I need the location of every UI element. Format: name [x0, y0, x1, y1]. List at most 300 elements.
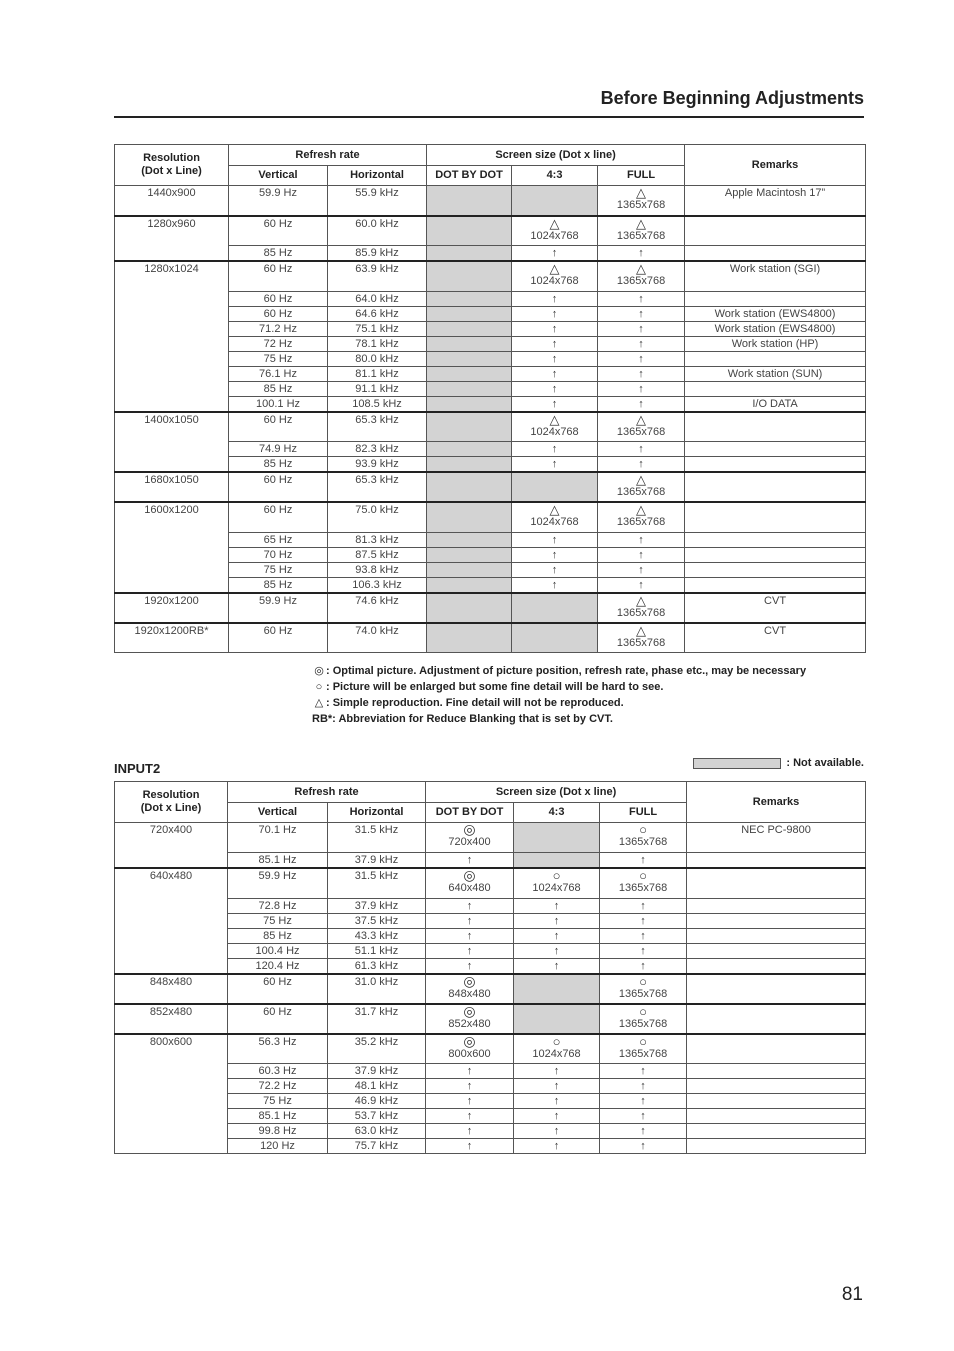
vertical-cell: 100.4 Hz	[228, 943, 328, 958]
remarks-cell	[685, 351, 866, 366]
aspect-4-3-cell	[514, 913, 600, 928]
vertical-cell: 70.1 Hz	[228, 823, 328, 853]
full-cell	[598, 381, 685, 396]
aspect-4-3-cell	[514, 868, 600, 898]
vertical-cell: 75 Hz	[228, 913, 328, 928]
dot-by-dot-cell	[427, 457, 512, 473]
aspect-4-3-cell	[512, 562, 598, 577]
aspect-4-3-cell	[512, 291, 598, 306]
same-as-above-arrow-icon: ↑	[638, 382, 644, 395]
aspect-4-3-cell	[512, 457, 598, 473]
remarks-cell	[687, 974, 866, 1004]
aspect-4-3-cell	[514, 1094, 600, 1109]
aspect-4-3-cell	[514, 974, 600, 1004]
full-cell	[600, 928, 687, 943]
triangle-icon: △	[636, 592, 647, 608]
remarks-cell	[687, 1124, 866, 1139]
col-vertical: Vertical	[228, 803, 328, 823]
same-as-above-arrow-icon: ↑	[553, 1080, 560, 1092]
vertical-cell: 85 Hz	[229, 457, 328, 473]
col-remarks: Remarks	[685, 145, 866, 186]
screen-size-value: 1365x768	[616, 516, 666, 528]
horizontal-cell: 106.3 kHz	[328, 577, 427, 593]
table-row	[115, 943, 866, 958]
horizontal-cell: 31.0 kHz	[328, 974, 426, 1004]
dot-by-dot-cell	[426, 823, 514, 853]
dot-by-dot-cell	[426, 928, 514, 943]
same-as-above-arrow-icon: ↑	[551, 307, 558, 320]
triangle-icon: △	[549, 502, 560, 517]
same-as-above-arrow-icon: ↑	[466, 1065, 473, 1077]
same-as-above-arrow-icon: ↑	[551, 548, 558, 561]
col-full: FULL	[600, 803, 687, 823]
full-cell	[600, 913, 687, 928]
full-cell	[598, 547, 685, 562]
same-as-above-arrow-icon: ↑	[638, 322, 644, 335]
aspect-4-3-cell	[514, 823, 600, 853]
same-as-above-arrow-icon: ↑	[640, 854, 646, 866]
circle-icon: ○	[315, 681, 323, 693]
screen-size-value: 1024x768	[530, 275, 579, 287]
table-row	[115, 928, 866, 943]
remarks-cell	[687, 853, 866, 869]
full-cell	[598, 336, 685, 351]
dot-by-dot-cell	[426, 1079, 514, 1094]
full-cell	[598, 532, 685, 547]
vertical-cell: 59.9 Hz	[229, 186, 328, 216]
same-as-above-arrow-icon: ↑	[551, 397, 558, 410]
horizontal-cell: 31.7 kHz	[328, 1004, 426, 1034]
horizontal-cell: 74.6 kHz	[328, 593, 427, 623]
legend-simple: △ : Simple reproduction. Fine detail will not be reproduced.	[312, 695, 806, 711]
dot-by-dot-cell	[427, 593, 512, 623]
table-row	[115, 868, 866, 898]
remarks-cell	[687, 913, 866, 928]
table-row	[115, 974, 866, 1004]
aspect-4-3-cell	[514, 1124, 600, 1139]
screen-size-value: 1365x768	[616, 486, 666, 498]
full-cell	[598, 577, 685, 593]
full-cell	[598, 186, 685, 216]
vertical-cell: 120.4 Hz	[228, 958, 328, 974]
horizontal-cell: 31.5 kHz	[328, 868, 426, 898]
dot-by-dot-cell	[426, 868, 514, 898]
aspect-4-3-cell	[514, 1139, 600, 1154]
full-cell	[600, 823, 687, 853]
dot-by-dot-cell	[427, 336, 512, 351]
same-as-above-arrow-icon: ↑	[553, 1095, 560, 1107]
dot-by-dot-cell	[426, 1004, 514, 1034]
full-cell	[600, 1094, 687, 1109]
vertical-cell: 100.1 Hz	[229, 396, 328, 412]
full-cell	[600, 958, 687, 974]
same-as-above-arrow-icon: ↑	[640, 1125, 646, 1137]
dot-by-dot-cell	[426, 958, 514, 974]
aspect-4-3-cell	[512, 442, 598, 457]
remarks-cell	[685, 502, 866, 532]
resolution-cell: 1920x1200	[115, 593, 229, 623]
aspect-4-3-cell	[514, 928, 600, 943]
col-resolution: Resolution (Dot x Line)	[115, 145, 229, 186]
dot-by-dot-cell	[427, 502, 512, 532]
vertical-cell: 60 Hz	[229, 502, 328, 532]
horizontal-cell: 80.0 kHz	[328, 351, 427, 366]
dot-by-dot-cell	[427, 577, 512, 593]
table-row	[115, 1034, 866, 1064]
same-as-above-arrow-icon: ↑	[640, 929, 646, 942]
same-as-above-arrow-icon: ↑	[638, 352, 644, 365]
aspect-4-3-cell	[512, 216, 598, 246]
full-cell	[600, 1034, 687, 1064]
triangle-icon: △	[636, 185, 647, 200]
double-circle-icon: ◎	[463, 867, 476, 883]
col-full: FULL	[598, 166, 685, 186]
triangle-icon: △	[636, 622, 647, 638]
full-cell	[598, 216, 685, 246]
remarks-cell	[687, 1139, 866, 1154]
same-as-above-arrow-icon: ↑	[640, 1110, 646, 1122]
same-as-above-arrow-icon: ↑	[553, 1140, 560, 1152]
circle-icon: ○	[639, 973, 647, 989]
aspect-4-3-cell	[512, 381, 598, 396]
horizontal-cell: 78.1 kHz	[328, 336, 427, 351]
triangle-icon: △	[636, 472, 647, 487]
same-as-above-arrow-icon: ↑	[466, 1140, 473, 1152]
remarks-cell	[687, 868, 866, 898]
aspect-4-3-cell	[512, 246, 598, 262]
horizontal-cell: 61.3 kHz	[328, 958, 426, 974]
same-as-above-arrow-icon: ↑	[638, 578, 644, 591]
full-cell	[598, 351, 685, 366]
dot-by-dot-cell	[427, 306, 512, 321]
screen-size-value: 1365x768	[618, 836, 668, 848]
vertical-cell: 120 Hz	[228, 1139, 328, 1154]
aspect-4-3-cell	[514, 1079, 600, 1094]
circle-icon: ○	[552, 868, 561, 883]
same-as-above-arrow-icon: ↑	[551, 352, 558, 365]
horizontal-cell: 60.0 kHz	[328, 216, 427, 246]
dot-by-dot-cell	[427, 623, 512, 653]
dot-by-dot-cell	[427, 396, 512, 412]
aspect-4-3-cell	[514, 898, 600, 913]
remarks-cell	[685, 216, 866, 246]
table-row	[115, 958, 866, 974]
same-as-above-arrow-icon: ↑	[638, 367, 644, 380]
same-as-above-arrow-icon: ↑	[551, 563, 558, 576]
vertical-cell: 60 Hz	[229, 216, 328, 246]
horizontal-cell: 82.3 kHz	[328, 442, 427, 457]
vertical-cell: 85.1 Hz	[228, 853, 328, 869]
same-as-above-arrow-icon: ↑	[640, 959, 646, 972]
screen-size-value: 1365x768	[616, 636, 666, 649]
legend-enlarged: ○ : Picture will be enlarged but some fine detail will be hard to see.	[312, 679, 806, 695]
screen-size-value: 1365x768	[616, 229, 666, 242]
horizontal-cell: 31.5 kHz	[328, 823, 426, 853]
table-row	[115, 623, 866, 653]
table-row	[115, 1064, 866, 1079]
same-as-above-arrow-icon: ↑	[638, 548, 644, 561]
triangle-icon: △	[549, 411, 560, 427]
horizontal-cell: 85.9 kHz	[328, 246, 427, 262]
vertical-cell: 60 Hz	[229, 623, 328, 653]
full-cell	[598, 261, 685, 291]
vertical-cell: 76.1 Hz	[229, 366, 328, 381]
aspect-4-3-cell	[512, 321, 598, 336]
same-as-above-arrow-icon: ↑	[553, 1110, 560, 1122]
vertical-cell: 85 Hz	[228, 928, 328, 943]
triangle-icon: △	[636, 502, 647, 517]
dot-by-dot-cell	[427, 547, 512, 562]
remarks-cell: Apple Macintosh 17”	[685, 186, 866, 216]
dot-by-dot-cell	[427, 412, 512, 442]
screen-size-value: 720x400	[448, 836, 491, 848]
vertical-cell: 60 Hz	[229, 306, 328, 321]
screen-size-value: 1365x768	[616, 199, 666, 211]
remarks-cell	[687, 1034, 866, 1064]
full-cell	[598, 306, 685, 321]
aspect-4-3-cell	[512, 261, 598, 291]
same-as-above-arrow-icon: ↑	[551, 578, 558, 591]
same-as-above-arrow-icon: ↑	[466, 1125, 473, 1137]
dot-by-dot-cell	[426, 974, 514, 1004]
remarks-cell	[685, 472, 866, 502]
full-cell	[600, 853, 687, 869]
remarks-cell: NEC PC-9800	[687, 823, 866, 853]
aspect-4-3-cell	[512, 472, 598, 502]
triangle-icon: △	[636, 215, 647, 231]
same-as-above-arrow-icon: ↑	[466, 1110, 473, 1122]
remarks-cell: Work station (SUN)	[685, 366, 866, 381]
resolution-cell: 848x480	[115, 974, 228, 1004]
dot-by-dot-cell	[427, 366, 512, 381]
col-resolution: Resolution (Dot x Line)	[115, 782, 228, 823]
circle-icon: ○	[639, 868, 647, 883]
col-4-3: 4:3	[514, 803, 600, 823]
full-cell	[600, 1079, 687, 1094]
horizontal-cell: 91.1 kHz	[328, 381, 427, 396]
table-row	[115, 898, 866, 913]
not-available-legend: : Not available.	[693, 757, 864, 769]
horizontal-cell: 48.1 kHz	[328, 1079, 426, 1094]
full-cell	[598, 396, 685, 412]
same-as-above-arrow-icon: ↑	[466, 854, 473, 866]
same-as-above-arrow-icon: ↑	[466, 899, 473, 912]
resolution-cell: 1680x1050	[115, 472, 229, 502]
same-as-above-arrow-icon: ↑	[553, 899, 560, 912]
same-as-above-arrow-icon: ↑	[551, 337, 558, 350]
dot-by-dot-cell	[427, 532, 512, 547]
horizontal-cell: 35.2 kHz	[328, 1034, 426, 1064]
horizontal-cell: 55.9 kHz	[328, 186, 427, 216]
aspect-4-3-cell	[512, 351, 598, 366]
horizontal-cell: 46.9 kHz	[328, 1094, 426, 1109]
remarks-cell: CVT	[685, 593, 866, 623]
dot-by-dot-cell	[427, 261, 512, 291]
page-number: 81	[841, 1284, 863, 1305]
same-as-above-arrow-icon: ↑	[551, 292, 558, 305]
screen-size-value: 1365x768	[616, 606, 666, 619]
horizontal-cell: 37.9 kHz	[328, 1064, 426, 1079]
horizontal-cell: 75.0 kHz	[328, 502, 427, 532]
full-cell	[598, 593, 685, 623]
vertical-cell: 72.8 Hz	[228, 898, 328, 913]
screen-size-value: 1365x768	[618, 1047, 668, 1060]
col-refresh-rate: Refresh rate	[228, 782, 426, 803]
aspect-4-3-cell	[512, 502, 598, 532]
remarks-cell	[685, 381, 866, 396]
col-refresh-rate: Refresh rate	[229, 145, 427, 166]
dot-by-dot-cell	[427, 246, 512, 262]
resolution-cell: 1280x960	[115, 216, 229, 262]
vertical-cell: 75 Hz	[229, 351, 328, 366]
screen-size-value: 1024x768	[530, 516, 579, 528]
table-row	[115, 216, 866, 246]
same-as-above-arrow-icon: ↑	[638, 458, 644, 470]
same-as-above-arrow-icon: ↑	[551, 322, 558, 335]
table-row	[115, 1079, 866, 1094]
vertical-cell: 59.9 Hz	[229, 593, 328, 623]
full-cell	[600, 898, 687, 913]
screen-size-value: 1024x768	[530, 229, 579, 242]
screen-size-value: 848x480	[448, 987, 491, 1000]
full-cell	[598, 442, 685, 457]
vertical-cell: 60.3 Hz	[228, 1064, 328, 1079]
dot-by-dot-cell	[427, 216, 512, 246]
same-as-above-arrow-icon: ↑	[640, 914, 646, 927]
not-available-swatch	[693, 758, 781, 769]
aspect-4-3-cell	[514, 958, 600, 974]
col-horizontal: Horizontal	[328, 166, 427, 186]
screen-size-value: 852x480	[448, 1017, 491, 1030]
same-as-above-arrow-icon: ↑	[638, 292, 644, 305]
same-as-above-arrow-icon: ↑	[640, 1065, 646, 1077]
resolution-cell: 720x400	[115, 823, 228, 869]
full-cell	[598, 412, 685, 442]
page-title: Before Beginning Adjustments	[600, 88, 864, 108]
same-as-above-arrow-icon: ↑	[466, 929, 473, 942]
dot-by-dot-cell	[426, 1124, 514, 1139]
aspect-4-3-cell	[512, 532, 598, 547]
full-cell	[600, 1004, 687, 1034]
vertical-cell: 72 Hz	[229, 336, 328, 351]
aspect-4-3-cell	[512, 547, 598, 562]
resolution-cell: 1600x1200	[115, 502, 229, 593]
screen-size-value: 1024x768	[532, 1047, 581, 1060]
vertical-cell: 59.9 Hz	[228, 868, 328, 898]
remarks-cell	[685, 562, 866, 577]
screen-size-value: 1365x768	[618, 1017, 668, 1030]
dot-by-dot-cell	[426, 1139, 514, 1154]
full-cell	[598, 321, 685, 336]
dot-by-dot-cell	[427, 442, 512, 457]
triangle-icon: △	[636, 261, 647, 276]
same-as-above-arrow-icon: ↑	[466, 1080, 473, 1092]
horizontal-cell: 37.9 kHz	[328, 853, 426, 869]
full-cell	[598, 457, 685, 473]
aspect-4-3-cell	[512, 412, 598, 442]
remarks-cell: Work station (SGI)	[685, 261, 866, 291]
full-cell	[598, 472, 685, 502]
col-4-3: 4:3	[512, 166, 598, 186]
double-circle-icon: ◎	[463, 1032, 476, 1049]
full-cell	[600, 974, 687, 1004]
screen-size-value: 1365x768	[618, 882, 668, 894]
aspect-4-3-cell	[514, 853, 600, 869]
aspect-4-3-cell	[514, 1004, 600, 1034]
triangle-icon: △	[636, 411, 647, 427]
horizontal-cell: 43.3 kHz	[328, 928, 426, 943]
table-row	[115, 412, 866, 442]
aspect-4-3-cell	[514, 943, 600, 958]
horizontal-cell: 51.1 kHz	[328, 943, 426, 958]
dot-by-dot-cell	[427, 321, 512, 336]
vertical-cell: 60 Hz	[229, 291, 328, 306]
horizontal-cell: 63.9 kHz	[328, 261, 427, 291]
triangle-icon: △	[549, 261, 560, 276]
same-as-above-arrow-icon: ↑	[638, 307, 644, 320]
remarks-cell	[687, 1079, 866, 1094]
full-cell	[600, 1064, 687, 1079]
full-cell	[598, 366, 685, 381]
double-circle-icon: ◎	[463, 1002, 476, 1019]
table-row	[115, 502, 866, 532]
aspect-4-3-cell	[512, 366, 598, 381]
aspect-4-3-cell	[512, 186, 598, 216]
full-cell	[598, 623, 685, 653]
double-circle-icon: ◎	[463, 972, 476, 989]
remarks-cell	[685, 246, 866, 262]
legend-optimal: ◎ : Optimal picture. Adjustment of picture position, refresh rate, phase etc., may be necessary	[312, 663, 806, 679]
vertical-cell: 60 Hz	[228, 1004, 328, 1034]
same-as-above-arrow-icon: ↑	[638, 247, 644, 259]
signal-table-input2	[114, 781, 866, 1154]
vertical-cell: 60 Hz	[229, 412, 328, 442]
aspect-4-3-cell	[514, 1034, 600, 1064]
resolution-cell: 800x600	[115, 1034, 228, 1154]
table-row	[115, 1124, 866, 1139]
horizontal-cell: 37.5 kHz	[328, 913, 426, 928]
title-rule	[114, 116, 864, 118]
circle-icon: ○	[639, 822, 647, 837]
remarks-cell	[687, 1004, 866, 1034]
remarks-cell: Work station (EWS4800)	[685, 306, 866, 321]
vertical-cell: 70 Hz	[229, 547, 328, 562]
aspect-4-3-cell	[512, 336, 598, 351]
vertical-cell: 85 Hz	[229, 577, 328, 593]
horizontal-cell: 75.7 kHz	[328, 1139, 426, 1154]
col-remarks: Remarks	[687, 782, 866, 823]
double-circle-icon: ◎	[314, 665, 324, 677]
col-screen-size: Screen size (Dot x line)	[427, 145, 685, 166]
resolution-cell: 852x480	[115, 1004, 228, 1034]
same-as-above-arrow-icon: ↑	[638, 337, 644, 350]
full-cell	[598, 502, 685, 532]
remarks-cell	[687, 1064, 866, 1079]
col-screen-size: Screen size (Dot x line)	[426, 782, 687, 803]
horizontal-cell: 53.7 kHz	[328, 1109, 426, 1124]
vertical-cell: 65 Hz	[229, 532, 328, 547]
horizontal-cell: 64.0 kHz	[328, 291, 427, 306]
dot-by-dot-cell	[427, 381, 512, 396]
resolution-cell: 640x480	[115, 868, 228, 974]
resolution-cell: 1400x1050	[115, 412, 229, 473]
horizontal-cell: 65.3 kHz	[328, 472, 427, 502]
remarks-cell	[685, 291, 866, 306]
col-dot-by-dot: DOT BY DOT	[426, 803, 514, 823]
dot-by-dot-cell	[426, 853, 514, 869]
screen-size-value: 800x600	[448, 1047, 491, 1060]
vertical-cell: 71.2 Hz	[229, 321, 328, 336]
